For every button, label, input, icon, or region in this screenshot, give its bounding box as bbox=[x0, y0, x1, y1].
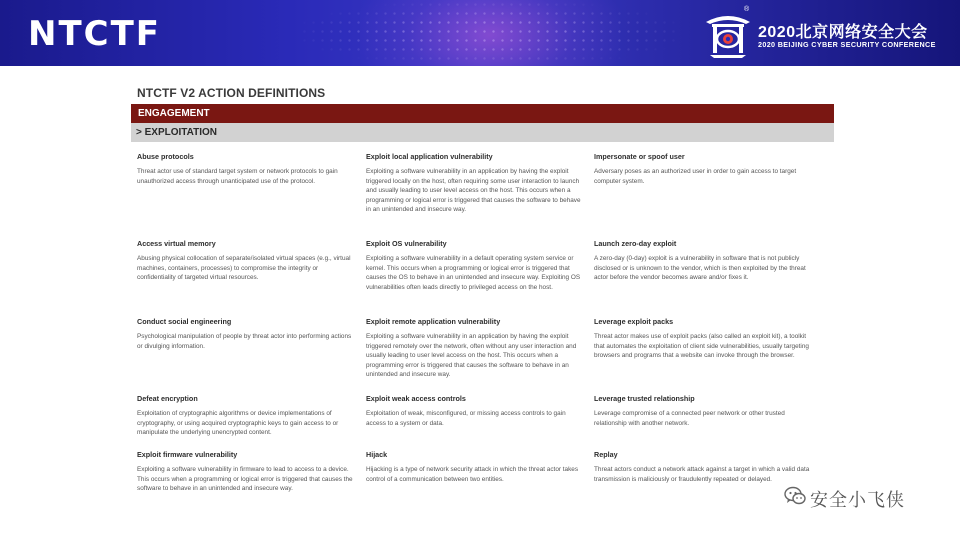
definition-title: Leverage exploit packs bbox=[594, 317, 674, 326]
definition-title: Impersonate or spoof user bbox=[594, 152, 685, 161]
section-bar-engagement bbox=[131, 104, 834, 123]
definition-item bbox=[366, 317, 582, 380]
definition-text: Exploiting a software vulnerability in a default operating system service or kernel. This occurs when a programming or logical error is triggered that causes the OS to behave in an unintended and insecure way. Exploiting OS vulnerabilities often leads directly to privileged access on the host. bbox=[366, 255, 581, 291]
definition-item bbox=[137, 394, 353, 438]
definition-item bbox=[137, 450, 353, 494]
conference-subtitle: 2020 BEIJING CYBER SECURITY CONFERENCE bbox=[758, 40, 936, 49]
watermark-text: 安全小飞侠 bbox=[810, 490, 905, 510]
definition-item bbox=[366, 394, 582, 428]
definition-text: Exploiting a software vulnerability in an application by having the exploit triggered remotely over the network, often without any user interaction and usually leading to user level access on the host. This occurs when a programming error is triggered that causes the software to behave in an unintended and insecure way. bbox=[366, 333, 577, 379]
definition-text: Threat actor makes use of exploit packs (also called an exploit kit), a toolkit that automates the exploitation of client side vulnerabilities, usually targeting browsers and programs that a website can invoke through the browser. bbox=[594, 333, 809, 360]
definition-text: Adversary poses as an authorized user in order to gain access to target computer system. bbox=[594, 168, 797, 185]
conference-name: 2020北京网络安全大会 bbox=[758, 24, 928, 41]
definition-text: Hijacking is a type of network security attack in which the threat actor takes control of a communication between two entities. bbox=[366, 466, 579, 483]
definition-text: Threat actor use of standard target system or network protocols to gain unauthorized access through unanticipated use of the protocol. bbox=[137, 168, 338, 185]
definition-text: Threat actors conduct a network attack against a target in which a valid data transmission is maliciously or fraudulently repeated or delayed. bbox=[594, 466, 810, 483]
definition-item bbox=[594, 450, 810, 484]
definition-title: Exploit remote application vulnerability bbox=[366, 317, 501, 326]
banner-dot-pattern bbox=[300, 0, 680, 66]
definition-text: Psychological manipulation of people by threat actor into performing actions or divulging information. bbox=[137, 333, 352, 350]
definition-text: Exploitation of cryptographic algorithms or device implementations of cryptography, or using acquired cryptographic keys to gain access to or manipulate the underlying unencrypted content. bbox=[137, 410, 339, 437]
subsection-label: > EXPLOITATION bbox=[136, 127, 218, 138]
definition-title: Abuse protocols bbox=[137, 152, 194, 161]
definition-title: Exploit OS vulnerability bbox=[366, 239, 447, 248]
definition-item bbox=[594, 317, 810, 361]
definition-item bbox=[594, 394, 810, 428]
watermark bbox=[784, 484, 934, 510]
document-title: NTCTF V2 ACTION DEFINITIONS bbox=[137, 86, 326, 100]
subsection-bar-exploitation bbox=[131, 123, 834, 142]
definition-item bbox=[366, 450, 582, 484]
definition-title: Leverage trusted relationship bbox=[594, 394, 695, 403]
definition-text: Abusing physical collocation of separate/isolated virtual spaces (e.g., virtual machines, containers, processes) to compromise the integrity or confidentiality of targeted virtual resources. bbox=[137, 255, 351, 282]
section-label: ENGAGEMENT bbox=[138, 108, 210, 119]
definition-item bbox=[594, 239, 810, 283]
definition-title: Access virtual memory bbox=[137, 239, 216, 248]
definition-title: Exploit firmware vulnerability bbox=[137, 450, 238, 459]
definition-text: Leverage compromise of a connected peer network or other trusted relationship with another network. bbox=[594, 410, 785, 427]
definition-item bbox=[594, 152, 810, 186]
definition-title: Exploit local application vulnerability bbox=[366, 152, 493, 161]
banner-title: NTCTF bbox=[28, 14, 162, 54]
definition-item bbox=[366, 239, 582, 292]
definition-title: Launch zero-day exploit bbox=[594, 239, 677, 248]
definition-item bbox=[366, 152, 582, 215]
registered-mark: ® bbox=[744, 6, 750, 13]
definition-item bbox=[137, 239, 353, 283]
definition-title: Hijack bbox=[366, 450, 388, 459]
definition-text: Exploiting a software vulnerability in firmware to lead to access to a device. This occurs when a programming or logical error is triggered that causes the software to behave in an unintended and insecure way. bbox=[137, 466, 353, 493]
definition-title: Defeat encryption bbox=[137, 394, 198, 403]
definition-title: Conduct social engineering bbox=[137, 317, 232, 326]
definition-text: Exploitation of weak, misconfigured, or missing access controls to gain access to a system or data. bbox=[366, 410, 566, 427]
definition-item bbox=[137, 152, 353, 186]
header-banner bbox=[0, 0, 960, 66]
definitions-document bbox=[124, 74, 838, 520]
wechat-icon bbox=[784, 486, 806, 506]
definition-item bbox=[137, 317, 353, 351]
definition-text: Exploiting a software vulnerability in an application by having the exploit triggered locally on the host, often requiring some user interaction to launch and usually leading to user level access on the host. This occurs when a programming or logical error is triggered that causes the software to behave in an unintended and insecure way. bbox=[366, 168, 581, 214]
conference-logo-icon bbox=[700, 8, 756, 60]
definition-title: Exploit weak access controls bbox=[366, 394, 466, 403]
definition-text: A zero-day (0-day) exploit is a vulnerability in software that is not publicly disclosed or is unknown to the vendor, which is then exploited by the threat actor before the vendor becomes aware and/or fixes it. bbox=[594, 255, 806, 282]
definition-title: Replay bbox=[594, 450, 618, 459]
